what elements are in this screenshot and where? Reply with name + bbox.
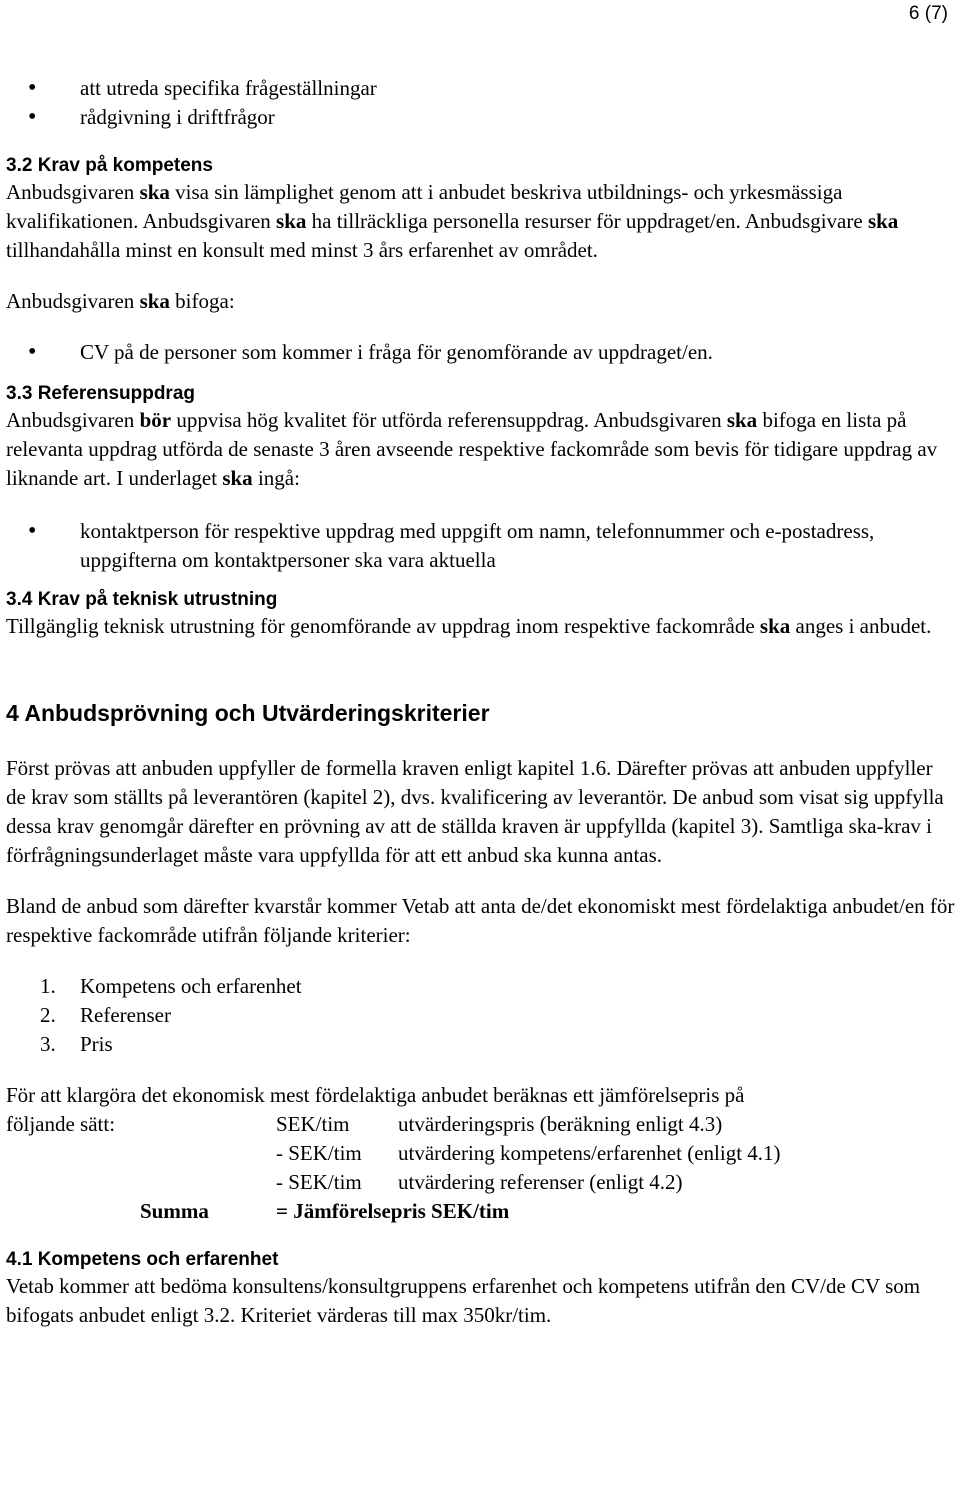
bullet-list-3-3 — [6, 517, 956, 575]
paragraph-3-3-references: Anbudsgivaren bör uppvisa hög kvalitet för utförda referensuppdrag. Anbudsgivaren ska bifoga en lista på relevanta uppdrag utförda de senaste 3 åren avseende respektive fackområde som bevis för tidigare uppdrag av liknande art. I underlaget ska ingå: — [6, 408, 938, 490]
paragraph-3-4-equipment: Tillgänglig teknisk utrustning för genomförande av uppdrag inom respektive fackområde ska anges i anbudet. — [6, 614, 932, 638]
paragraph-4-price-intro: För att klargöra det ekonomisk mest fördelaktiga anbudet beräknas ett jämförelsepris på — [6, 1083, 745, 1107]
list-item: 2. Referenser — [40, 1003, 171, 1027]
section-heading-4-1: 4.1 Kompetens och erfarenhet — [6, 1249, 279, 1270]
paragraph-4-criteria-intro: Bland de anbud som därefter kvarstår kommer Vetab att anta de/det ekonomiskt mest fördelaktiga anbudet/en för respektive fackområde utifrån följande kriterier: — [6, 894, 955, 947]
paragraph-3-2-attach: Anbudsgivaren ska bifoga: — [6, 289, 235, 313]
document-content — [6, 74, 956, 1330]
list-item: 1. Kompetens och erfarenhet — [40, 974, 302, 998]
section-heading-3-2: 3.2 Krav på kompetens — [6, 155, 213, 176]
bullet-list-3-2 — [6, 338, 956, 367]
criteria-list — [6, 972, 956, 1059]
paragraph-4-intro: Först prövas att anbuden uppfyller de formella kraven enligt kapitel 1.6. Därefter prövas att anbuden uppfyller de krav som ställts på leverantören (kapitel 2), dvs. kvalificering av leverantör. De anbud som visat sig uppfylla dessa krav genomgår därefter en prövning av att de ställda kraven är uppfyllda (kapitel 3). Samtliga ska-krav i förfrågningsunderlaget måste vara uppfyllda för att ett anbud ska kunna antas. — [6, 756, 944, 867]
page-number: 6 (7) — [908, 3, 948, 24]
paragraph-4-1-competence: Vetab kommer att bedöma konsultens/konsultgruppens erfarenhet och kompetens utifrån den CV/de CV som bifogats anbudet enligt 3.2. Kriteriet värderas till max 350kr/tim. — [6, 1274, 921, 1327]
formula-summa-row: Summa = Jämförelsepris SEK/tim — [140, 1199, 510, 1223]
formula-row: följande sätt: SEK/tim utvärderingspris (beräkning enligt 4.3) — [6, 1112, 723, 1136]
list-item: • rådgivning i driftfrågor — [6, 103, 956, 132]
price-formula — [6, 1110, 956, 1226]
section-heading-4: 4 Anbudsprövning och Utvärderingskriterier — [6, 700, 490, 726]
section-heading-3-4: 3.4 Krav på teknisk utrustning — [6, 589, 278, 610]
paragraph-3-2-requirements: Anbudsgivaren ska visa sin lämplighet genom att i anbudet beskriva utbildnings- och yrkesmässiga kvalifikationen. Anbudsgivaren ska ha tillräckliga personella resurser för uppdraget/en. Anbudsgivare ska tillhandahålla minst en konsult med minst 3 års erfarenhet av området. — [6, 180, 899, 262]
formula-row: - SEK/tim utvärdering kompetens/erfarenhet (enligt 4.1) — [276, 1141, 781, 1165]
list-item: 3. Pris — [40, 1032, 113, 1056]
bullet-list-top — [6, 74, 956, 132]
list-item: • kontaktperson för respektive uppdrag med uppgift om namn, telefonnummer och e-postadress, uppgifterna om kontaktpersoner ska vara aktuella — [6, 517, 956, 575]
section-heading-3-3: 3.3 Referensuppdrag — [6, 383, 195, 404]
formula-row: - SEK/tim utvärdering referenser (enligt 4.2) — [276, 1170, 683, 1194]
list-item: • att utreda specifika frågeställningar — [6, 74, 956, 103]
list-item: • CV på de personer som kommer i fråga för genomförande av uppdraget/en. — [6, 338, 956, 367]
